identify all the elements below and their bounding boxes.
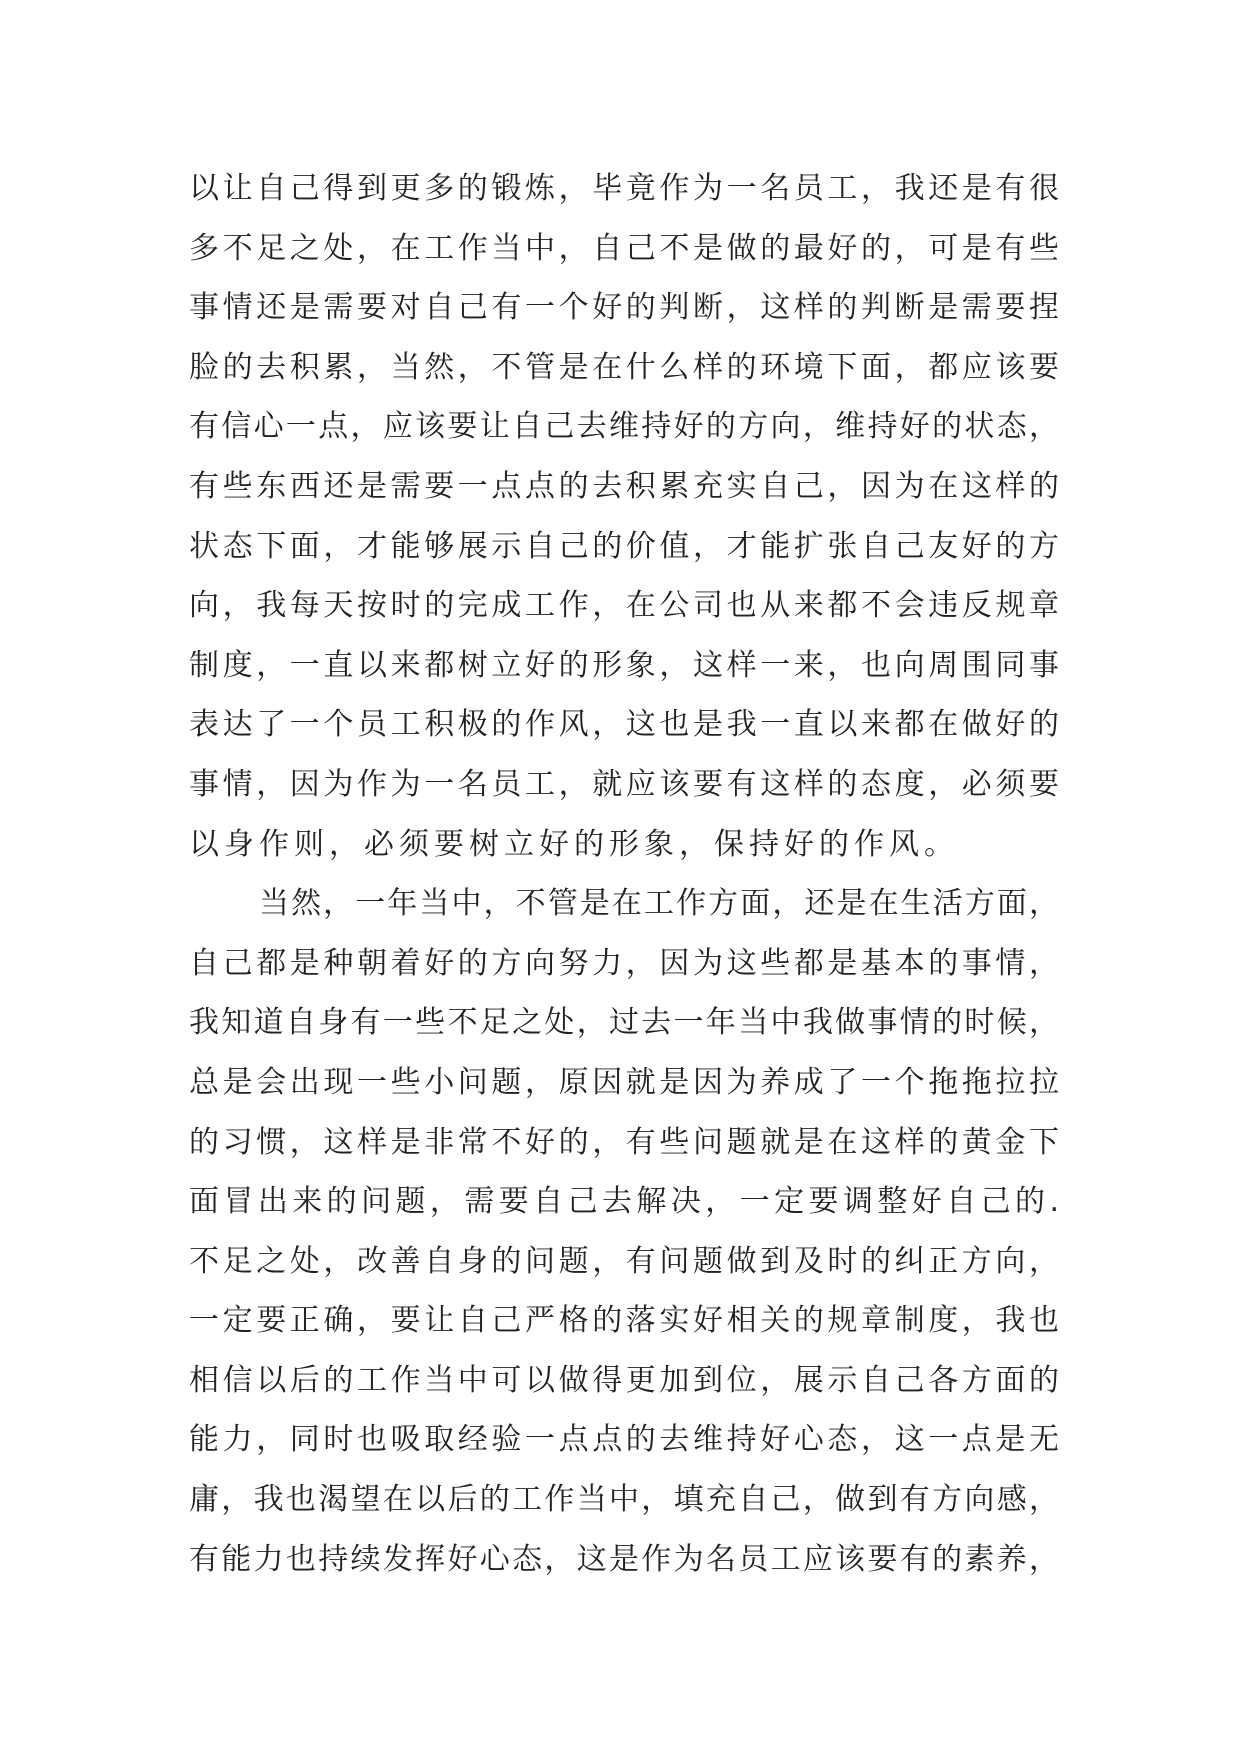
text-line: 一定要正确，要让自己严格的落实好相关的规章制度，我也 [189, 1303, 1059, 1339]
text-line: 事情，因为作为一名员工，就应该要有这样的态度，必须要 [189, 766, 1059, 802]
text-line: 制度，一直以来都树立好的形象，这样一来，也向周围同事 [189, 647, 1059, 683]
document-body [189, 159, 1059, 1589]
text-line: 有信心一点，应该要让自己去维持好的方向，维持好的状态， [189, 409, 1059, 445]
text-line: 以让自己得到更多的锻炼，毕竟作为一名员工，我还是有很 [189, 171, 1059, 206]
text-line: 总是会出现一些小问题，原因就是因为养成了一个拖拖拉拉 [189, 1064, 1059, 1100]
paragraph-1 [189, 159, 1059, 874]
text-line: 面冒出来的问题，需要自己去解决，一定要调整好自己的. [189, 1184, 1059, 1220]
text-line: 表达了一个员工积极的作风，这也是我一直以来都在做好的 [189, 707, 1059, 743]
text-line: 以身作则，必须要树立好的形象，保持好的作风。 [189, 826, 959, 862]
text-line: 的习惯，这样是非常不好的，有些问题就是在这样的黄金下 [189, 1124, 1059, 1160]
text-line: 能力，同时也吸取经验一点点的去维持好心态，这一点是无 [189, 1422, 1059, 1458]
text-line: 我知道自身有一些不足之处，过去一年当中我做事情的时候， [189, 1005, 1059, 1041]
paragraph-2 [189, 874, 1059, 1589]
text-line: 不足之处，改善自身的问题，有问题做到及时的纠正方向， [189, 1243, 1059, 1279]
text-line: 庸，我也渴望在以后的工作当中，填充自己，做到有方向感， [189, 1482, 1059, 1518]
text-line: 向，我每天按时的完成工作，在公司也从来都不会违反规章 [189, 588, 1059, 624]
text-line: 事情还是需要对自己有一个好的判断，这样的判断是需要捏 [189, 290, 1059, 326]
text-line: 有能力也持续发挥好心态，这是作为名员工应该要有的素养， [189, 1541, 1059, 1577]
text-line: 当然，一年当中，不管是在工作方面，还是在生活方面， [259, 886, 1059, 922]
text-line: 多不足之处，在工作当中，自己不是做的最好的，可是有些 [189, 230, 1059, 266]
text-line: 状态下面，才能够展示自己的价值，才能扩张自己友好的方 [189, 528, 1059, 564]
text-line: 脸的去积累，当然，不管是在什么样的环境下面，都应该要 [189, 349, 1059, 385]
text-line: 有些东西还是需要一点点的去积累充实自己，因为在这样的 [189, 468, 1059, 504]
text-line: 相信以后的工作当中可以做得更加到位，展示自己各方面的 [189, 1362, 1059, 1398]
text-line: 自己都是种朝着好的方向努力，因为这些都是基本的事情， [189, 945, 1059, 981]
